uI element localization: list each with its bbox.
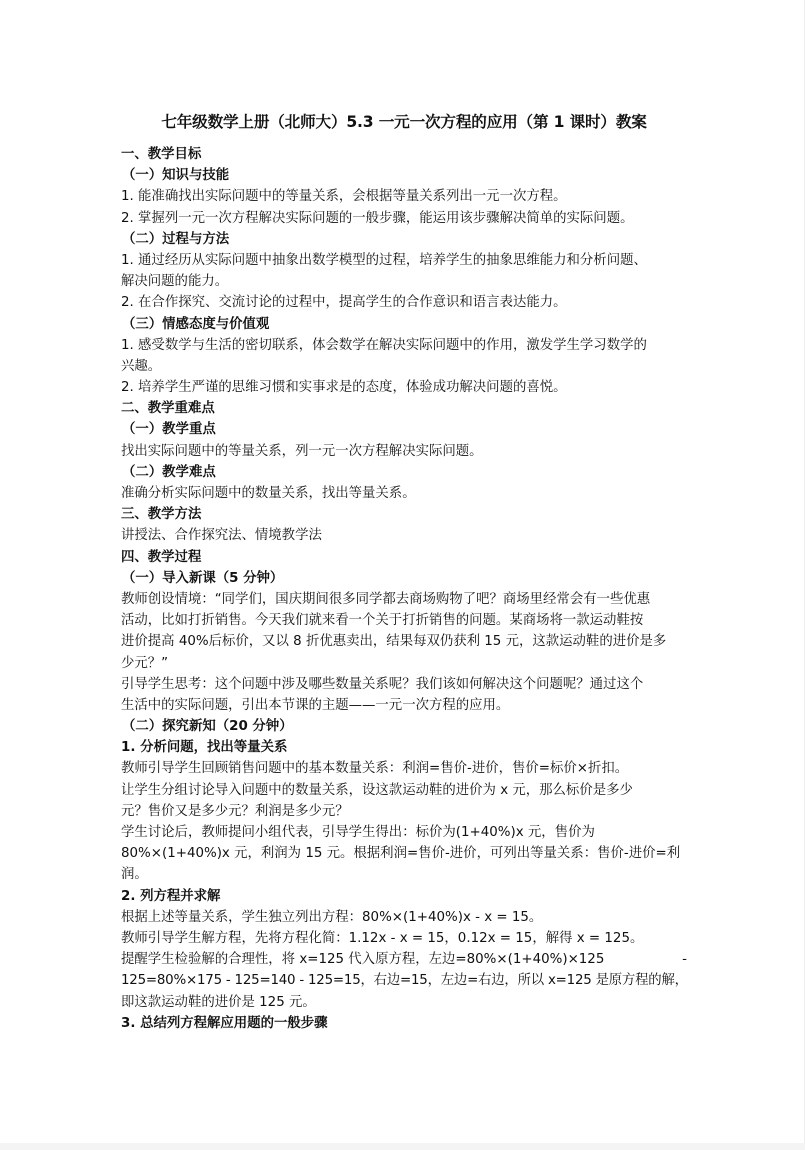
paragraph-line: 生活中的实际问题，引出本节课的主题——一元一次方程的应用。 [121,697,510,713]
paragraph-line-tail: - [682,952,687,968]
paragraph-line: 引导学生思考：这个问题中涉及哪些数量关系呢？我们该如何解决这个问题呢？通过这个 [121,676,644,692]
subsection-heading: （一）导入新课（5 分钟） [122,570,284,586]
subsection-heading: （三）情感态度与价值观 [122,316,270,332]
step-heading: 1. 分析问题，找出等量关系 [121,740,288,756]
paragraph-line: 少元？” [121,655,169,671]
subsection-heading: （二）教学难点 [122,464,216,480]
subsection-heading: （一）教学重点 [122,422,216,438]
paragraph-line: 教师创设情境：“同学们，国庆期间很多同学都去商场购物了吧？商场里经常会有一些优惠 [121,591,651,607]
paragraph-line: 讲授法、合作探究法、情境教学法 [121,528,322,544]
paragraph-line [121,949,687,970]
paragraph-line: 学生讨论后，教师提问小组代表，引导学生得出：标价为(1+40%)x 元，售价为 [121,825,595,840]
paragraph-line: 教师引导学生回顾销售问题中的基本数量关系：利润=售价-进价，售价=标价×折扣。 [121,761,629,777]
section-heading: 二、教学重难点 [121,401,215,417]
paragraph-line: 兴趣。 [121,358,162,374]
subsection-heading: （二）探究新知（20 分钟） [122,719,293,735]
paragraph-line: 解决问题的能力。 [121,274,229,290]
paragraph-line: 找出实际问题中的等量关系，列一元一次方程解决实际问题。 [121,443,483,459]
paragraph-line: 进价提高 40%后标价，又以 8 折优惠卖出，结果每双仍获利 15 元，这款运动鞋的进价是多 [121,634,667,650]
paragraph-line: 1. 感受数学与生活的密切联系，体会数学在解决实际问题中的作用，激发学生学习数学的 [121,337,647,353]
paragraph-line: 2. 在合作探究、交流讨论的过程中，提高学生的合作意识和语言表达能力。 [121,295,567,311]
document-lines [121,144,687,1034]
document-body [121,111,687,1034]
paragraph-line: 125=80%×175 - 125=140 - 125=15，右边=15，左边=右边，所以 x=125 是原方程的解， [121,973,688,989]
paragraph-line: 让学生分组讨论导入问题中的数量关系，设这款运动鞋的进价为 x 元，那么标价是多少 [121,782,633,798]
paragraph-line: 润。 [121,867,148,883]
section-heading: 一、教学目标 [121,147,202,162]
subsection-heading: （二）过程与方法 [122,231,230,247]
paragraph-line: 根据上述等量关系，学生独立列出方程：80%×(1+40%)x - x = 15。 [121,909,543,925]
paragraph-line: 准确分析实际问题中的数量关系，找出等量关系。 [121,486,416,501]
step-heading: 3. 总结列方程解应用题的一般步骤 [121,1015,328,1031]
paragraph-line: 教师引导学生解方程，先将方程化简：1.12x - x = 15，0.12x = 15，解得 x = 125。 [121,930,644,946]
step-heading: 2. 列方程并求解 [121,888,221,904]
paragraph-line: 1. 能准确找出实际问题中的等量关系，会根据等量关系列出一元一次方程。 [121,189,567,205]
paragraph-line: 2. 培养学生严谨的思维习惯和实事求是的态度，体验成功解决问题的喜悦。 [121,380,567,396]
paragraph-line: 80%×(1+40%)x 元，利润为 15 元。根据利润=售价-进价，可列出等量关系：售价-进价=利 [121,846,681,862]
paragraph-line: 1. 通过经历从实际问题中抽象出数学模型的过程，培养学生的抽象思维能力和分析问题、 [121,252,647,268]
paragraph-line: 2. 掌握列一元一次方程解决实际问题的一般步骤，能运用该步骤解决简单的实际问题。 [121,210,634,226]
paragraph-line: 活动，比如打折销售。今天我们就来看一个关于打折销售的问题。某商场将一款运动鞋按 [121,613,644,629]
section-heading: 四、教学过程 [121,549,202,565]
section-heading: 三、教学方法 [121,507,202,523]
paragraph-line: 即这款运动鞋的进价是 125 元。 [121,994,316,1010]
subsection-heading: （一）知识与技能 [122,168,230,184]
paragraph-line: 元？售价又是多少元？利润是多少元？ [121,803,349,819]
document-title: 七年级数学上册（北师大）5.3 一元一次方程的应用（第 1 课时）教案 [161,113,647,131]
paragraph-line-text: 提醒学生检验解的合理性，将 x=125 代入原方程，左边=80%×(1+40%)×125 [121,952,605,968]
